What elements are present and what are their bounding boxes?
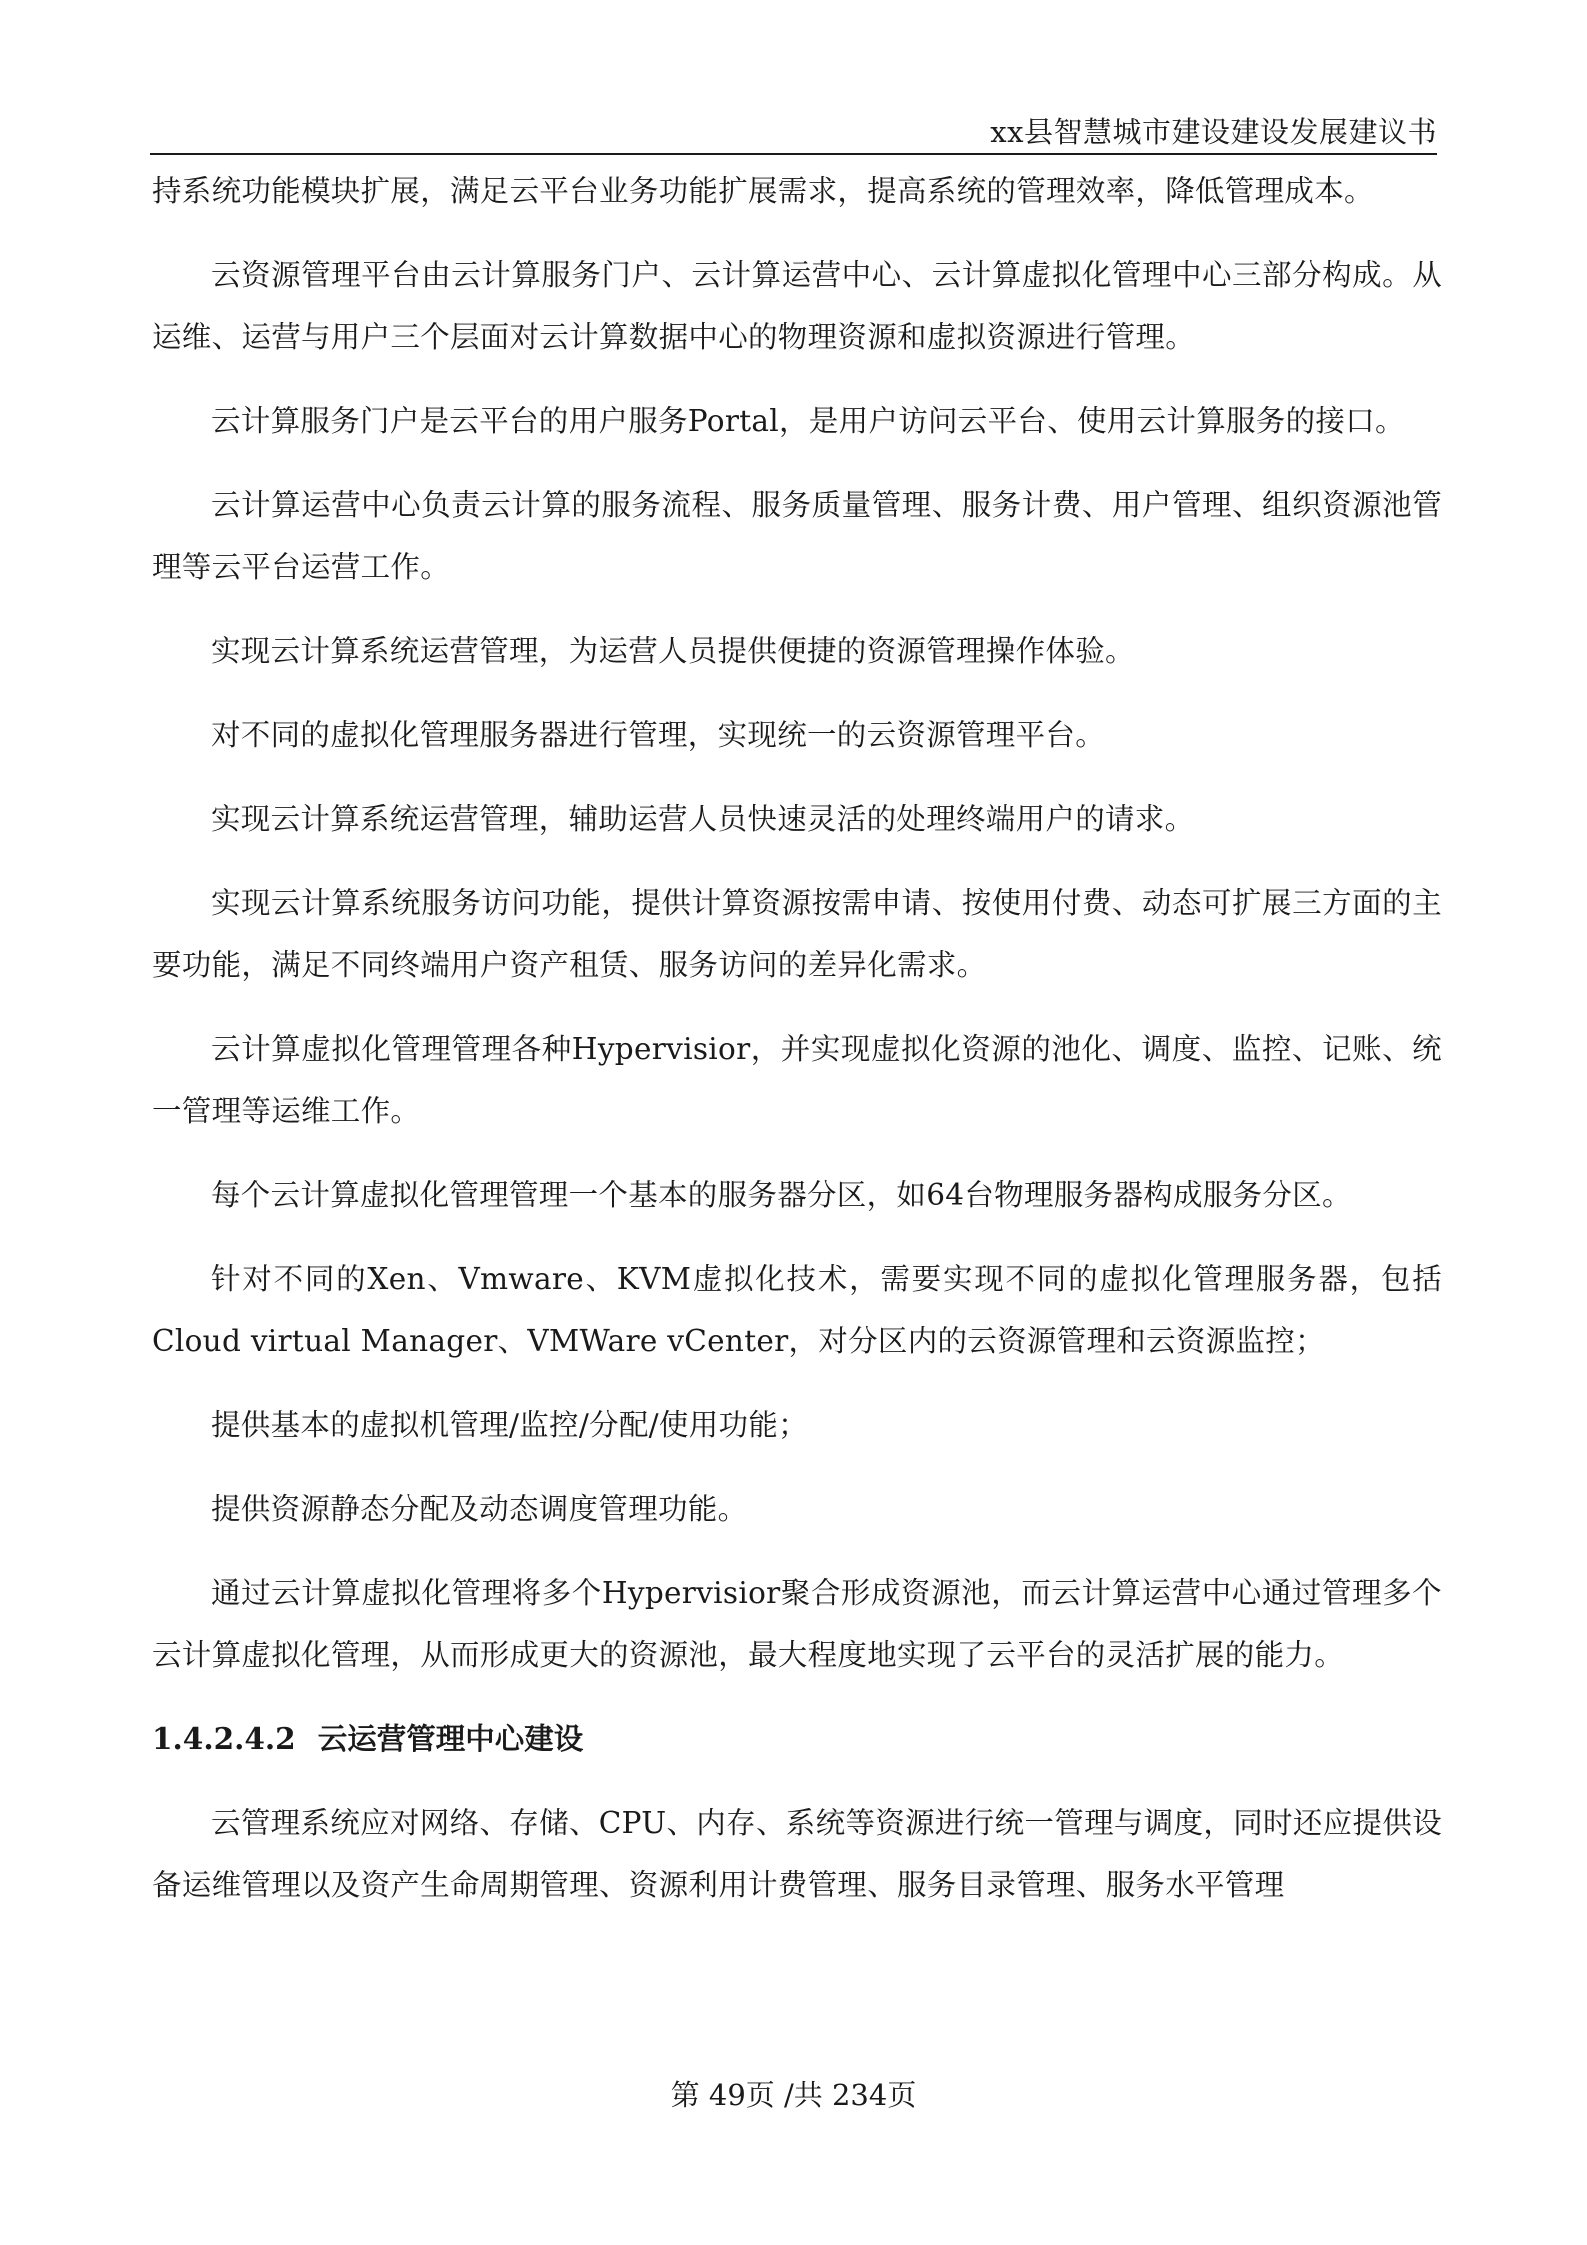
paragraph: 云管理系统应对网络、存储、CPU、内存、系统等资源进行统一管理与调度，同时还应提供设备运维管理以及资产生命周期管理、资源利用计费管理、服务目录管理、服务水平管理: [152, 1806, 1442, 1902]
paragraph: 提供资源静态分配及动态调度管理功能。: [211, 1492, 748, 1526]
paragraph: 云计算服务门户是云平台的用户服务Portal，是用户访问云平台、使用云计算服务的接口。: [211, 404, 1405, 438]
section-number: 1.4.2.4.2: [152, 1721, 296, 1756]
section-title: 云运营管理中心建设: [317, 1721, 584, 1756]
page-footer-number: 第 49页 /共 234页: [670, 2078, 917, 2112]
paragraph: 提供基本的虚拟机管理/监控/分配/使用功能；: [211, 1408, 808, 1442]
paragraph: 持系统功能模块扩展，满足云平台业务功能扩展需求，提高系统的管理效率，降低管理成本。: [152, 174, 1374, 208]
paragraph: 实现云计算系统服务访问功能，提供计算资源按需申请、按使用付费、动态可扩展三方面的主要功能，满足不同终端用户资产租赁、服务访问的差异化需求。: [152, 886, 1442, 982]
paragraph: 云资源管理平台由云计算服务门户、云计算运营中心、云计算虚拟化管理中心三部分构成。从运维、运营与用户三个层面对云计算数据中心的物理资源和虚拟资源进行管理。: [152, 258, 1442, 354]
paragraph: 实现云计算系统运营管理，为运营人员提供便捷的资源管理操作体验。: [211, 634, 1135, 668]
paragraph: 对不同的虚拟化管理服务器进行管理，实现统一的云资源管理平台。: [211, 718, 1106, 752]
page-header-title: xx县智慧城市建设建设发展建议书: [990, 115, 1437, 149]
paragraph: 通过云计算虚拟化管理将多个Hypervisior聚合形成资源池，而云计算运营中心通过管理多个云计算虚拟化管理，从而形成更大的资源池，最大程度地实现了云平台的灵活扩展的能力。: [152, 1576, 1442, 1672]
document-body: [152, 160, 1442, 1938]
header-divider: [150, 153, 1437, 155]
paragraph: 每个云计算虚拟化管理管理一个基本的服务器分区，如64台物理服务器构成服务分区。: [211, 1178, 1352, 1212]
paragraph: 实现云计算系统运营管理，辅助运营人员快速灵活的处理终端用户的请求。: [211, 802, 1195, 836]
paragraph: 云计算虚拟化管理管理各种Hypervisior，并实现虚拟化资源的池化、调度、监控、记账、统一管理等运维工作。: [152, 1032, 1442, 1128]
paragraph: 针对不同的Xen、Vmware、KVM虚拟化技术，需要实现不同的虚拟化管理服务器，包括Cloud virtual Manager、VMWare vCenter，对分区内的云资源管理和云资源监控；: [152, 1262, 1442, 1358]
paragraph: 云计算运营中心负责云计算的服务流程、服务质量管理、服务计费、用户管理、组织资源池管理等云平台运营工作。: [152, 488, 1442, 584]
section-heading: [152, 1708, 1442, 1792]
